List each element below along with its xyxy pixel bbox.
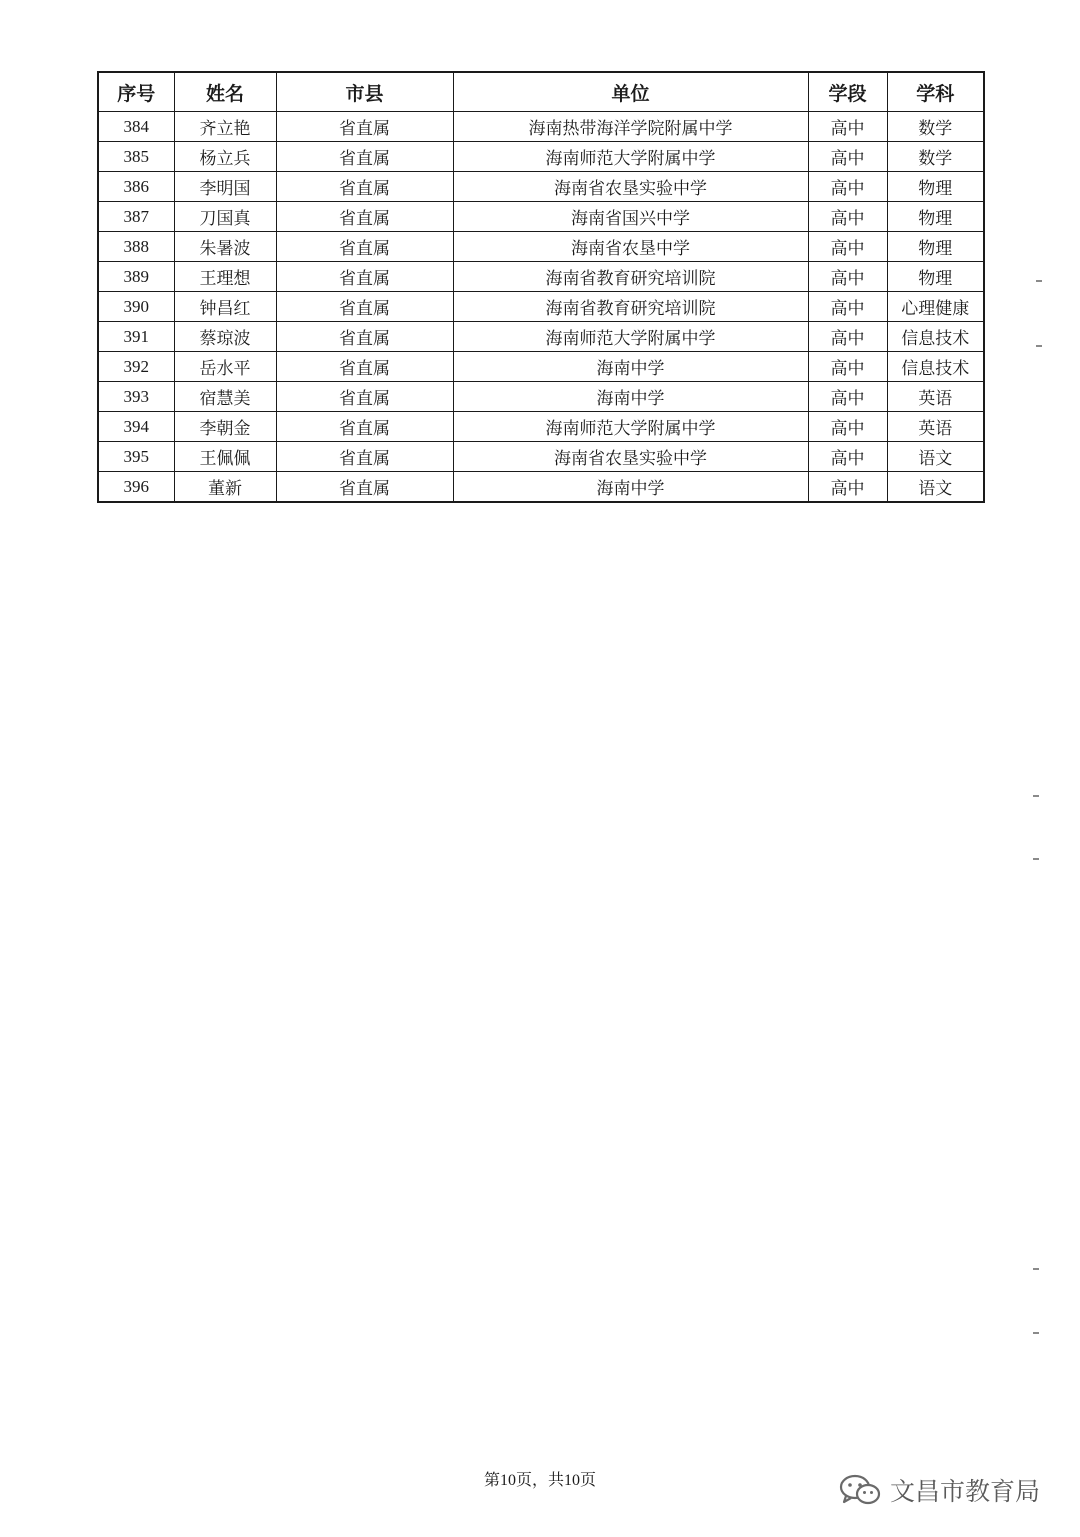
cell-region: 省直属: [276, 442, 453, 472]
cell-name: 钟昌红: [174, 292, 276, 322]
cell-level: 高中: [808, 202, 887, 232]
cell-unit: 海南省教育研究培训院: [453, 292, 808, 322]
table-row: [98, 472, 984, 503]
cell-level: 高中: [808, 472, 887, 503]
table-row: [98, 112, 984, 142]
cell-index: 386: [98, 172, 174, 202]
watermark-text: 文昌市教育局: [890, 1477, 1041, 1506]
cell-unit: 海南省农垦实验中学: [453, 442, 808, 472]
cell-unit: 海南省农垦实验中学: [453, 172, 808, 202]
cell-unit: 海南省教育研究培训院: [453, 262, 808, 292]
cell-index: 392: [98, 352, 174, 382]
column-header: 学科: [887, 72, 984, 112]
table-row: [98, 412, 984, 442]
cell-subject: 信息技术: [887, 322, 984, 352]
cell-level: 高中: [808, 232, 887, 262]
cell-name: 岳水平: [174, 352, 276, 382]
cell-level: 高中: [808, 352, 887, 382]
cell-unit: 海南省国兴中学: [453, 202, 808, 232]
cell-subject: 物理: [887, 232, 984, 262]
cell-region: 省直属: [276, 382, 453, 412]
column-header: 单位: [453, 72, 808, 112]
teacher-roster-table: [97, 71, 985, 503]
cell-unit: 海南中学: [453, 382, 808, 412]
table-row: [98, 292, 984, 322]
scan-mark: [1036, 345, 1042, 347]
cell-region: 省直属: [276, 472, 453, 503]
cell-index: 396: [98, 472, 174, 503]
cell-level: 高中: [808, 412, 887, 442]
cell-subject: 英语: [887, 412, 984, 442]
cell-subject: 英语: [887, 382, 984, 412]
cell-name: 朱暑波: [174, 232, 276, 262]
cell-level: 高中: [808, 322, 887, 352]
cell-region: 省直属: [276, 412, 453, 442]
scan-mark: [1036, 280, 1042, 282]
table-row: [98, 382, 984, 412]
table-row: [98, 322, 984, 352]
cell-name: 王理想: [174, 262, 276, 292]
table-row: [98, 262, 984, 292]
cell-level: 高中: [808, 172, 887, 202]
page-number: 第10页，共10页: [483, 1472, 596, 1489]
cell-name: 李明国: [174, 172, 276, 202]
cell-index: 395: [98, 442, 174, 472]
table-header-row: [98, 72, 984, 112]
cell-name: 刀国真: [174, 202, 276, 232]
cell-index: 389: [98, 262, 174, 292]
scan-mark: [1033, 1332, 1039, 1334]
table-row: [98, 352, 984, 382]
cell-level: 高中: [808, 382, 887, 412]
cell-subject: 数学: [887, 142, 984, 172]
cell-name: 宿慧美: [174, 382, 276, 412]
cell-region: 省直属: [276, 352, 453, 382]
cell-index: 388: [98, 232, 174, 262]
cell-unit: 海南热带海洋学院附属中学: [453, 112, 808, 142]
cell-unit: 海南中学: [453, 472, 808, 503]
cell-subject: 物理: [887, 202, 984, 232]
cell-unit: 海南省农垦中学: [453, 232, 808, 262]
table-row: [98, 442, 984, 472]
cell-level: 高中: [808, 142, 887, 172]
cell-region: 省直属: [276, 232, 453, 262]
scan-mark: [1033, 1268, 1039, 1270]
cell-subject: 语文: [887, 472, 984, 503]
table-row: [98, 232, 984, 262]
scan-mark: [1033, 858, 1039, 860]
cell-index: 384: [98, 112, 174, 142]
watermark: [838, 1470, 1040, 1510]
cell-unit: 海南师范大学附属中学: [453, 412, 808, 442]
table-body: [98, 112, 984, 503]
cell-region: 省直属: [276, 112, 453, 142]
cell-name: 齐立艳: [174, 112, 276, 142]
cell-index: 393: [98, 382, 174, 412]
cell-region: 省直属: [276, 292, 453, 322]
table-row: [98, 142, 984, 172]
cell-subject: 信息技术: [887, 352, 984, 382]
column-header: 姓名: [174, 72, 276, 112]
cell-index: 390: [98, 292, 174, 322]
wechat-icon: [838, 1473, 882, 1507]
cell-region: 省直属: [276, 142, 453, 172]
cell-level: 高中: [808, 112, 887, 142]
cell-subject: 物理: [887, 172, 984, 202]
cell-index: 385: [98, 142, 174, 172]
cell-name: 董新: [174, 472, 276, 503]
cell-region: 省直属: [276, 322, 453, 352]
column-header: 市县: [276, 72, 453, 112]
cell-subject: 心理健康: [887, 292, 984, 322]
cell-name: 王佩佩: [174, 442, 276, 472]
cell-region: 省直属: [276, 262, 453, 292]
cell-name: 蔡琼波: [174, 322, 276, 352]
cell-region: 省直属: [276, 202, 453, 232]
cell-unit: 海南中学: [453, 352, 808, 382]
cell-unit: 海南师范大学附属中学: [453, 142, 808, 172]
cell-subject: 语文: [887, 442, 984, 472]
cell-level: 高中: [808, 262, 887, 292]
cell-level: 高中: [808, 442, 887, 472]
cell-region: 省直属: [276, 172, 453, 202]
cell-subject: 物理: [887, 262, 984, 292]
column-header: 学段: [808, 72, 887, 112]
table-row: [98, 202, 984, 232]
cell-index: 387: [98, 202, 174, 232]
scan-mark: [1033, 795, 1039, 797]
cell-unit: 海南师范大学附属中学: [453, 322, 808, 352]
cell-name: 李朝金: [174, 412, 276, 442]
column-header: 序号: [98, 72, 174, 112]
cell-index: 391: [98, 322, 174, 352]
cell-subject: 数学: [887, 112, 984, 142]
cell-index: 394: [98, 412, 174, 442]
cell-level: 高中: [808, 292, 887, 322]
cell-name: 杨立兵: [174, 142, 276, 172]
table-row: [98, 172, 984, 202]
